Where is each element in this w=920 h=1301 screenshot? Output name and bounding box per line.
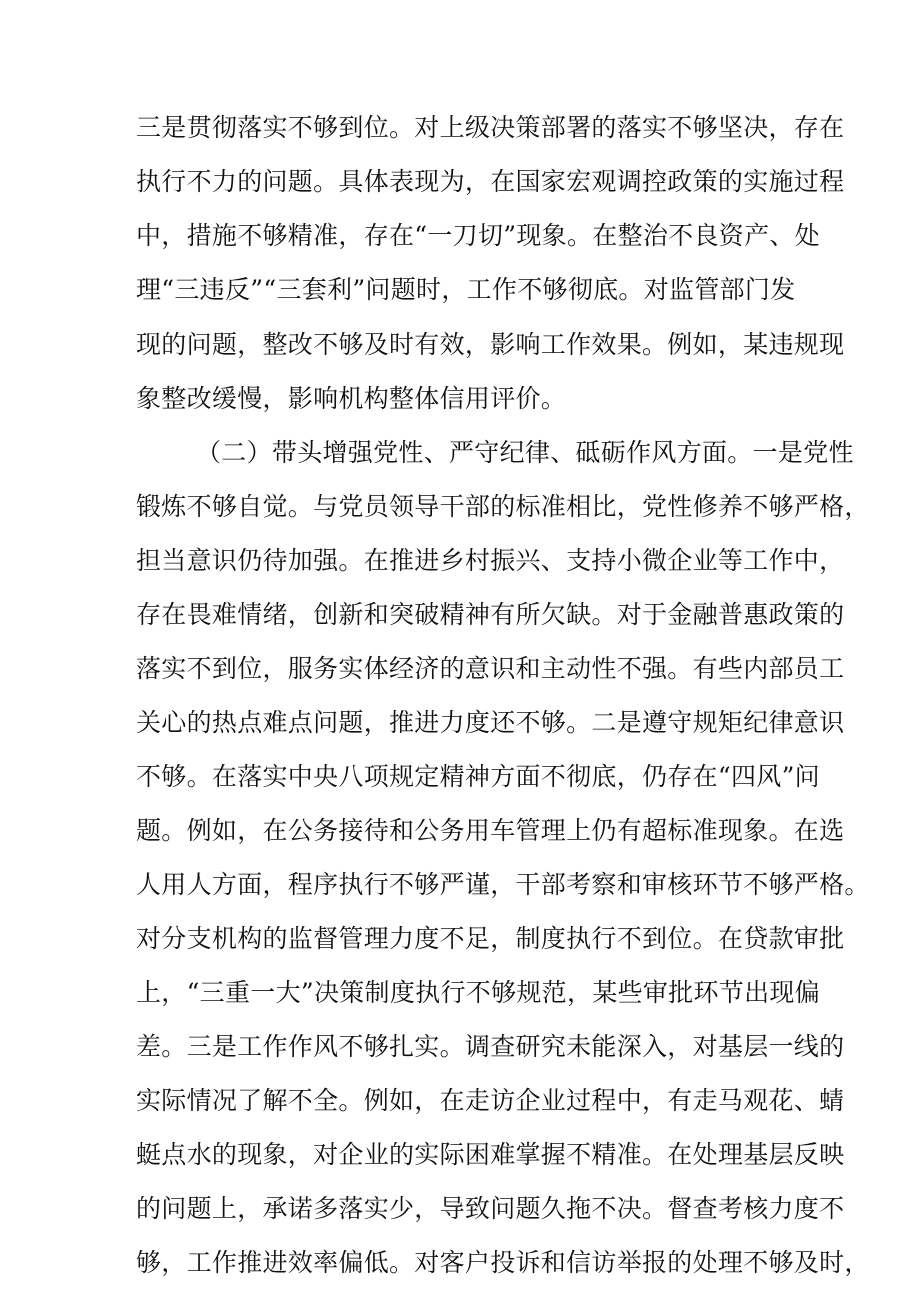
- paragraph-1-line-1: 三是贯彻落实不够到位。对上级决策部署的落实不够坚决，存在: [136, 113, 845, 142]
- paragraph-2-line-5: 落实不到位，服务实体经济的意识和主动性不强。有些内部员工: [136, 654, 845, 683]
- paragraph-2-line-14: 蜓点水的现象，对企业的实际困难掌握不精准。在处理基层反映: [136, 1140, 845, 1169]
- paragraph-2-line-3: 担当意识仍待加强。在推进乡村振兴、支持小微企业等工作中，: [136, 546, 845, 575]
- paragraph-2-line-8: 题。例如，在公务接待和公务用车管理上仍有超标准现象。在选: [136, 816, 845, 845]
- paragraph-1-line-5: 现的问题，整改不够及时有效，影响工作效果。例如，某违规现: [136, 330, 845, 359]
- paragraph-2-line-13: 实际情况了解不全。例如，在走访企业过程中，有走马观花、蜻: [136, 1086, 845, 1115]
- paragraph-1-line-4: 理“三违反”“三套利”问题时，工作不够彻底。对监管部门发: [136, 275, 796, 304]
- paragraph-1-line-6: 象整改缓慢，影响机构整体信用评价。: [136, 384, 567, 413]
- paragraph-2-line-6: 关心的热点难点问题，推进力度还不够。二是遵守规矩纪律意识: [136, 708, 845, 737]
- paragraph-2-line-15: 的问题上，承诺多落实少，导致问题久拖不决。督查考核力度不: [136, 1194, 845, 1223]
- paragraph-1-line-2: 执行不力的问题。具体表现为，在国家宏观调控政策的实施过程: [136, 167, 845, 196]
- paragraph-1-line-3: 中，措施不够精准，存在“一刀切”现象。在整治不良资产、处: [136, 221, 820, 250]
- paragraph-2-line-10: 对分支机构的监督管理力度不足，制度执行不到位。在贷款审批: [136, 924, 845, 953]
- paragraph-2-line-11: 上，“三重一大”决策制度执行不够规范，某些审批环节出现偏: [136, 978, 820, 1007]
- paragraph-2-line-12: 差。三是工作作风不够扎实。调查研究未能深入，对基层一线的: [136, 1032, 845, 1061]
- paragraph-2-line-16: 够，工作推进效率偏低。对客户投诉和信访举报的处理不够及时，: [136, 1248, 870, 1277]
- paragraph-2-line-7: 不够。在落实中央八项规定精神方面不彻底，仍存在“四风”问: [136, 762, 820, 791]
- paragraph-2-line-4: 存在畏难情绪，创新和突破精神有所欠缺。对于金融普惠政策的: [136, 600, 845, 629]
- paragraph-2-line-9: 人用人方面，程序执行不够严谨，干部考察和审核环节不够严格。: [136, 870, 870, 899]
- paragraph-2-line-2: 锻炼不够自觉。与党员领导干部的标准相比，党性修养不够严格，: [136, 492, 870, 521]
- paragraph-2-line-1: （二）带头增强党性、严守纪律、砥砺作风方面。一是党性: [196, 438, 854, 467]
